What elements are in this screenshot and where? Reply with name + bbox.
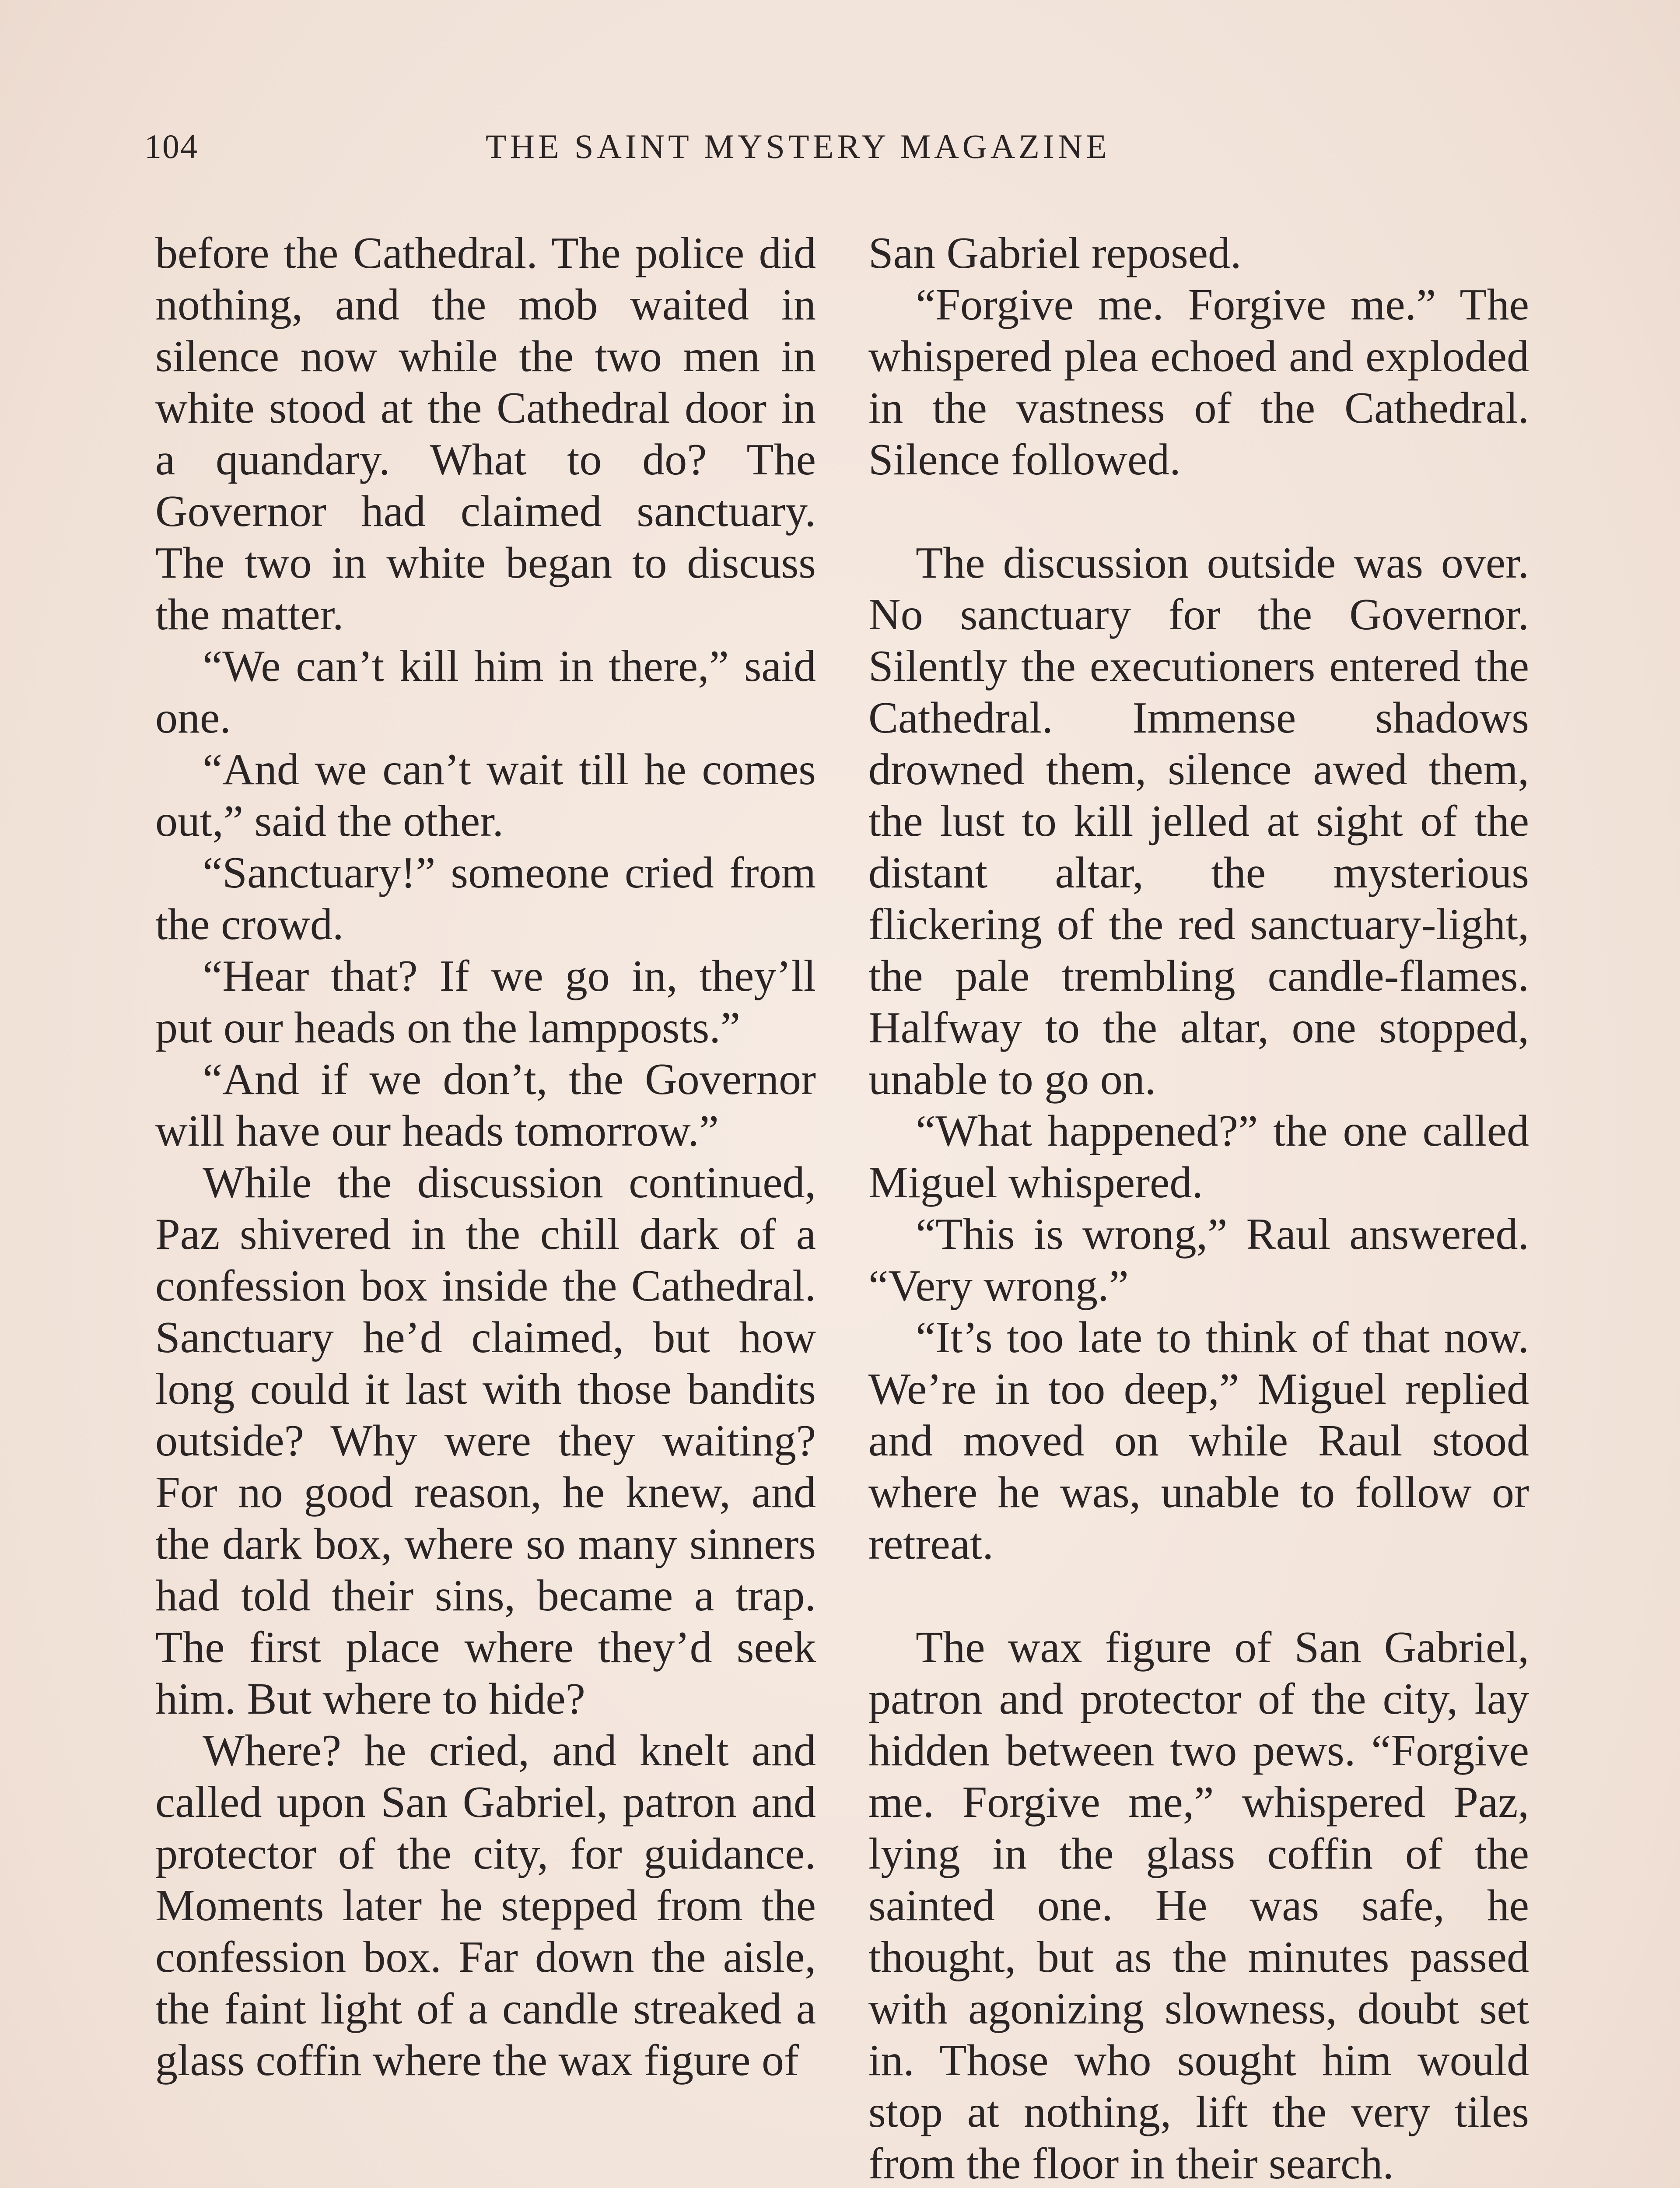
paragraph: “Sanctuary!” someone cried from the crowd. [155, 848, 816, 949]
paragraph: before the Cathedral. The police did nothing, and the mob waited in silence now while the two men in white stood at the Cathedral door in a quandary. What to do? The Governor had claimed sanctuary. The two in white began to discuss the matter. [155, 228, 816, 639]
paragraph: The discussion outside was over. No sanctuary for the Governor. Silently the executioners entered the Cathedral. Immense shadows drowned them, silence awed them, the lust to kill jelled at sight of the distant altar, the mysterious flickering of the red sanctuary-light, the pale trembling candle-flames. Halfway to the altar, one stopped, unable to go on. [868, 538, 1529, 1104]
paragraph: “We can’t kill him in there,” said one. [155, 642, 816, 743]
paragraph: “Forgive me. Forgive me.” The whispered plea echoed and exploded in the vastness of the Cathedral. Silence followed. [868, 280, 1529, 484]
paragraph: Where? he cried, and knelt and called upon San Gabriel, patron and protector of the city, for guidance. Moments later he stepped from the confession box. Far down the aisle, the faint light of a candle streaked a glass coffin where the wax figure of [155, 1726, 816, 2085]
paragraph: “It’s too late to think of that now. We’re in too deep,” Miguel replied and moved on while Raul stood where he was, unable to follow or retreat. [868, 1313, 1529, 1569]
paragraph: While the discussion continued, Paz shivered in the chill dark of a confession box inside the Cathedral. Sanctuary he’d claimed, but how long could it last with those bandits outside? Why were they waiting? For no good reason, he knew, and the dark box, where so many sinners had told their sins, became a trap. The first place where they’d seek him. But where to hide? [155, 1158, 816, 1724]
paragraph: “What happened?” the one called Miguel whispered. [868, 1106, 1529, 1207]
paragraph: “And we can’t wait till he comes out,” said the other. [155, 745, 816, 846]
paragraph: The wax figure of San Gabriel, patron and protector of the city, lay hidden between two pews. “Forgive me. Forgive me,” whispered Paz, lying in the glass coffin of the sainted one. He was safe, he thought, but as the minutes passed with agonizing slowness, doubt set in. Those who sought him would stop at nothing, lift the very tiles from the floor in their search. [868, 1623, 1529, 2188]
paragraph: “This is wrong,” Raul answered. “Very wrong.” [868, 1210, 1529, 1311]
paragraph: “And if we don’t, the Governor will have our heads tomorrow.” [155, 1055, 816, 1156]
paragraph: San Gabriel reposed. [868, 228, 1242, 278]
running-head: THE SAINT MYSTERY MAGAZINE [486, 127, 1110, 165]
page-number: 104 [144, 127, 198, 165]
paragraph: “Hear that? If we go in, they’ll put our heads on the lampposts.” [155, 951, 816, 1052]
right-column [868, 228, 1529, 2188]
left-column [155, 228, 816, 2086]
